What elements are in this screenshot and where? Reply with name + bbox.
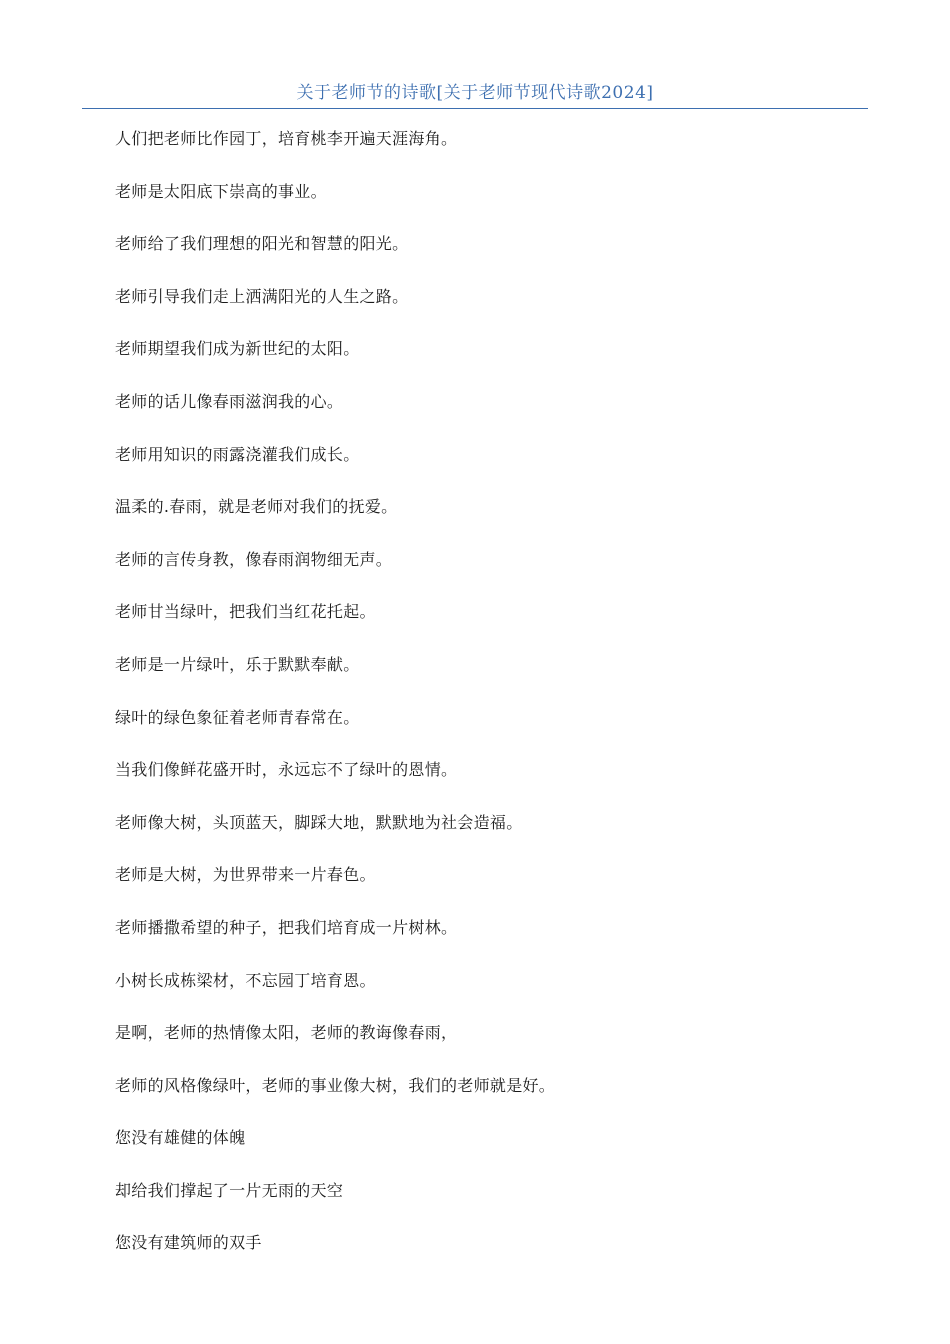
- poem-line: 老师是大树，为世界带来一片春色。: [115, 865, 376, 885]
- poem-line: 老师用知识的雨露浇灌我们成长。: [115, 444, 360, 464]
- poem-line: 老师像大树，头顶蓝天，脚踩大地，默默地为社会造福。: [115, 812, 523, 832]
- poem-line: 绿叶的绿色象征着老师青春常在。: [115, 707, 360, 727]
- page-header-title: 关于老师节的诗歌[关于老师节现代诗歌2024]: [296, 83, 654, 103]
- poem-line: 人们把老师比作园丁，培育桃李开遍天涯海角。: [115, 129, 458, 148]
- poem-line: 老师期望我们成为新世纪的太阳。: [115, 339, 360, 359]
- header-divider: [82, 108, 868, 109]
- poem-line: 小树长成栋梁材，不忘园丁培育恩。: [115, 970, 376, 990]
- poem-line: 老师的风格像绿叶，老师的事业像大树，我们的老师就是好。: [115, 1075, 556, 1095]
- poem-line: 是啊，老师的热情像太阳，老师的教诲像春雨，: [115, 1023, 458, 1043]
- poem-line: 老师的话儿像春雨滋润我的心。: [115, 391, 344, 411]
- poem-line: 老师的言传身教，像春雨润物细无声。: [115, 549, 393, 569]
- poem-line: 老师引导我们走上洒满阳光的人生之路。: [115, 286, 409, 306]
- poem-line: 您没有雄健的体魄: [115, 1128, 246, 1148]
- poem-line: 您没有建筑师的双手: [115, 1233, 262, 1253]
- poem-line: 温柔的.春雨，就是老师对我们的抚爱。: [115, 497, 398, 517]
- poem-line: 老师甘当绿叶，把我们当红花托起。: [115, 602, 376, 622]
- poem-body: [115, 125, 855, 1282]
- poem-line: 老师是一片绿叶，乐于默默奉献。: [115, 654, 360, 674]
- poem-line: 老师是太阳底下崇高的事业。: [115, 181, 327, 201]
- poem-line: 老师给了我们理想的阳光和智慧的阳光。: [115, 234, 409, 254]
- poem-line: 当我们像鲜花盛开时，永远忘不了绿叶的恩情。: [115, 760, 458, 780]
- poem-line: 老师播撒希望的种子，把我们培育成一片树林。: [115, 917, 458, 937]
- poem-line: 却给我们撑起了一片无雨的天空: [115, 1180, 344, 1200]
